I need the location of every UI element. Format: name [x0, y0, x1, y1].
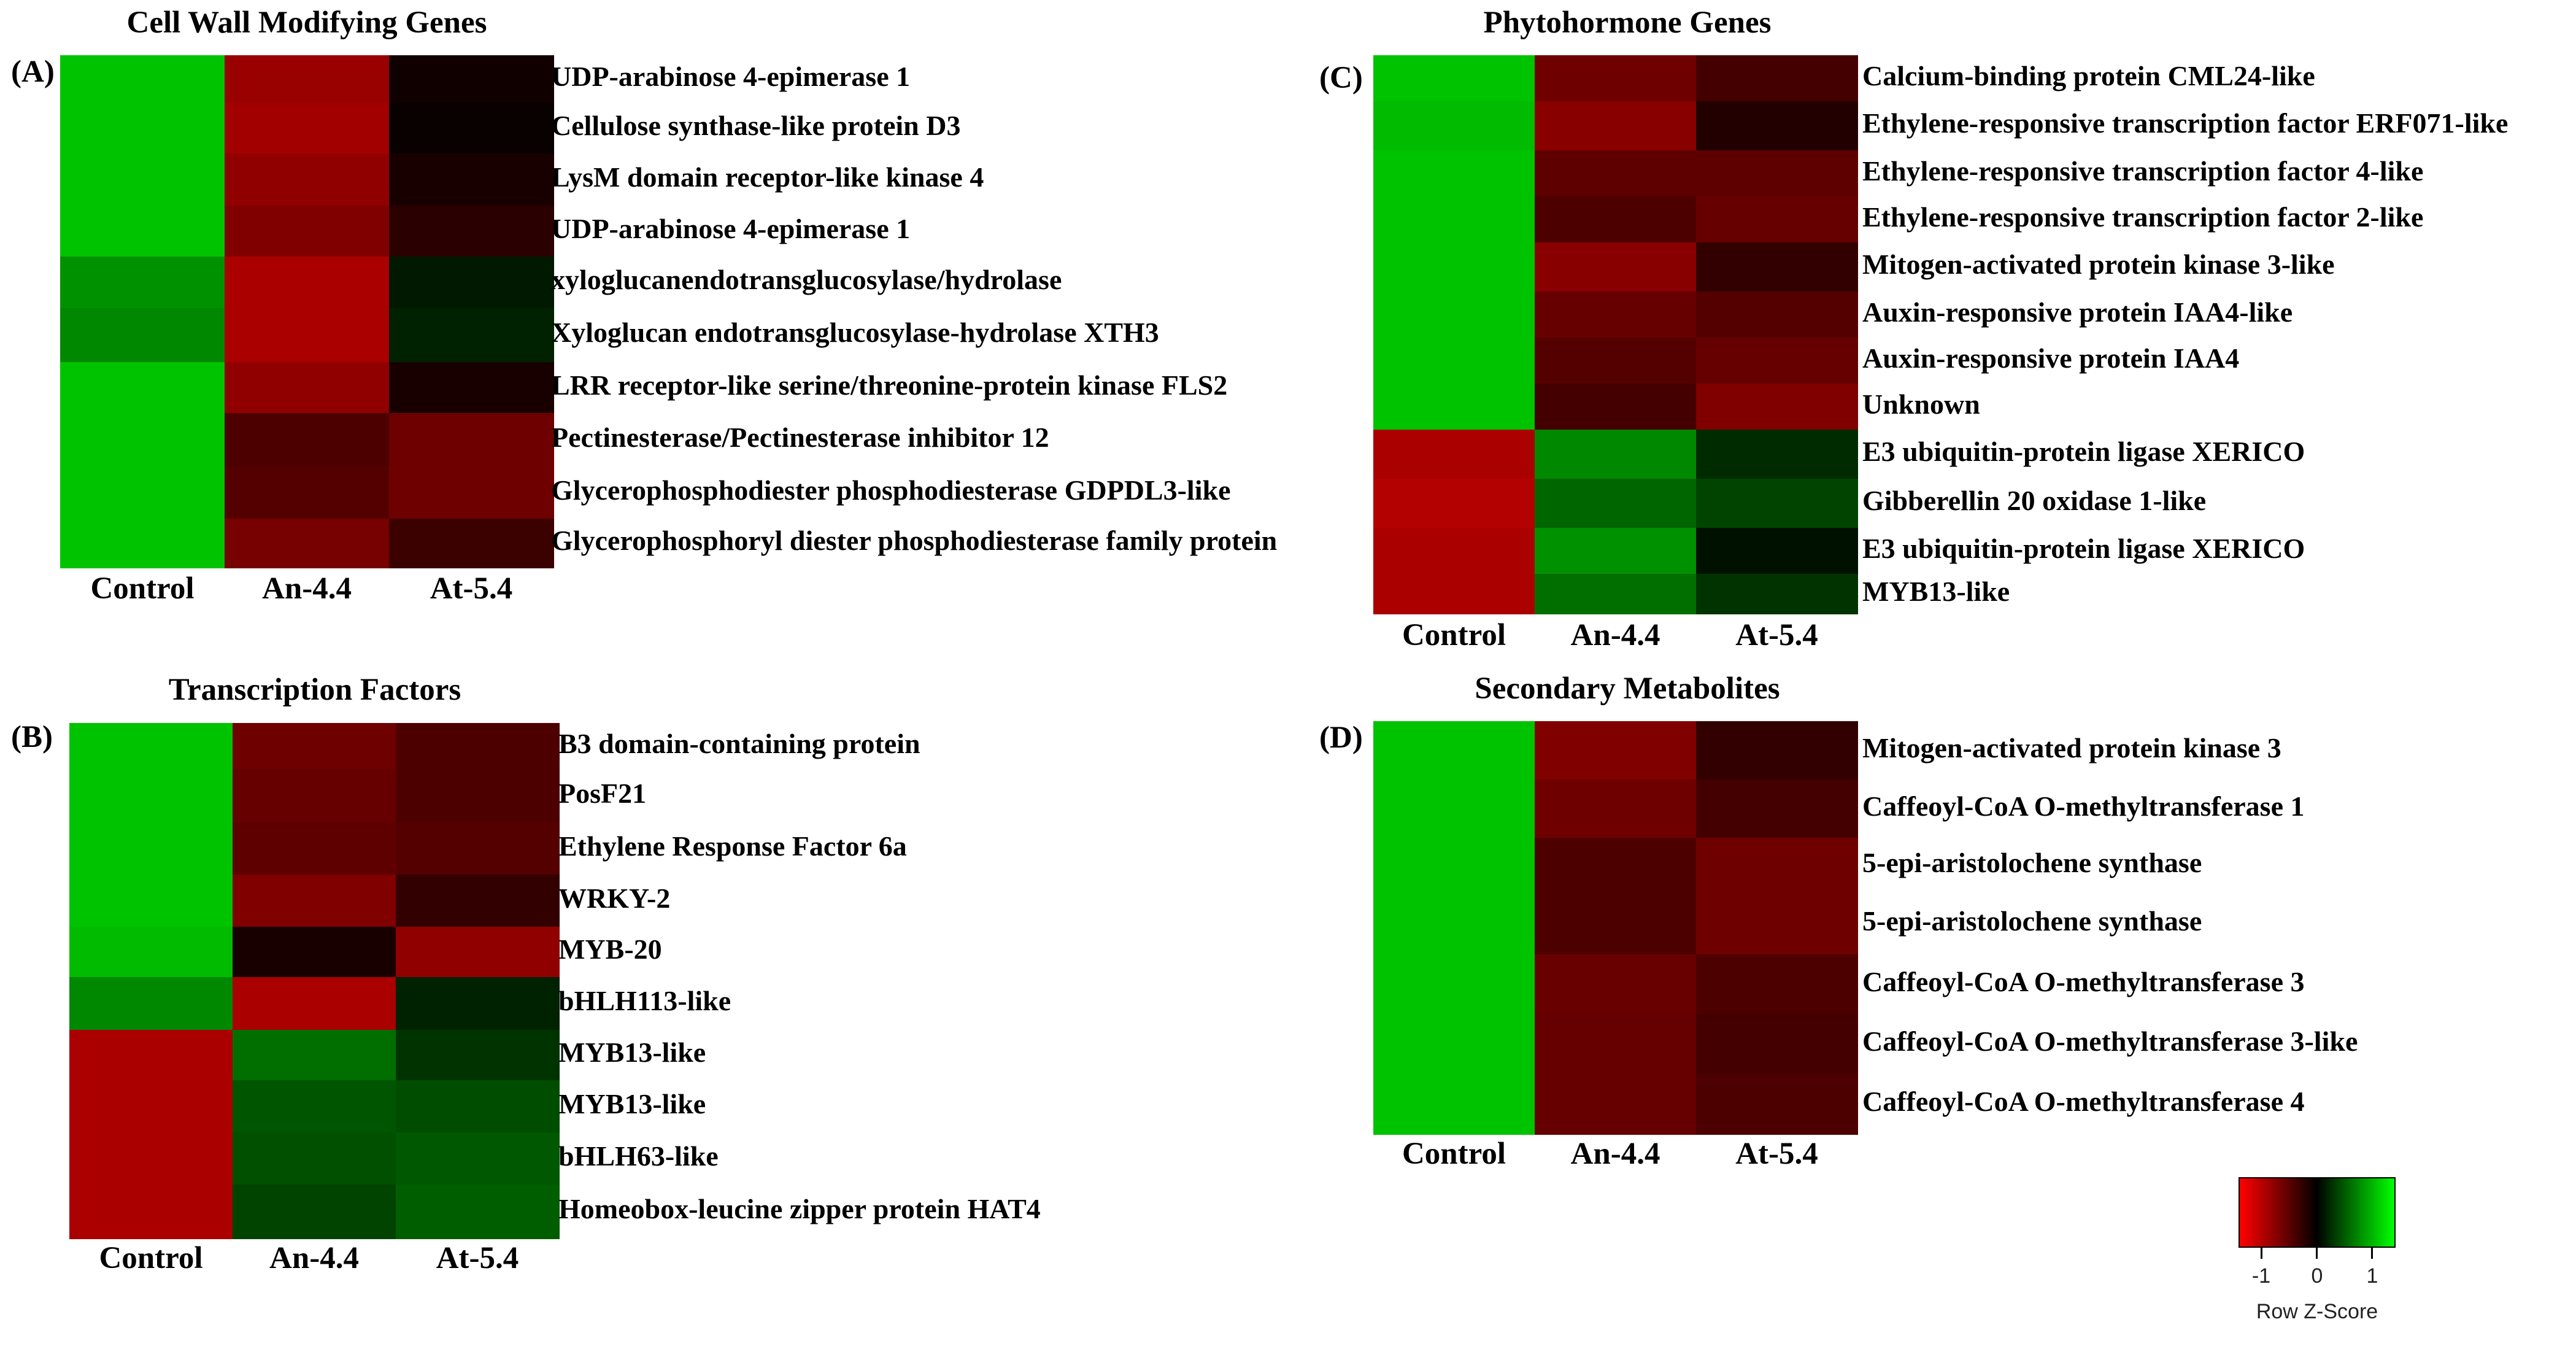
heatmap-cell — [389, 362, 554, 414]
heatmap-cell — [60, 257, 225, 309]
heatmap-cell — [1535, 528, 1697, 574]
heatmap-cell — [225, 308, 390, 363]
heatmap-cell — [225, 466, 390, 519]
heatmap-cell — [233, 822, 396, 875]
gene-label: Glycerophosphoryl diester phosphodiesterase family protein — [551, 525, 1278, 556]
heatmap-cell — [233, 977, 396, 1030]
gene-label: 5-epi-aristolochene synthase — [1862, 905, 2202, 937]
heatmap-cell — [69, 822, 233, 875]
gene-label: UDP-arabinose 4-epimerase 1 — [551, 212, 911, 244]
gene-label: WRKY-2 — [558, 882, 671, 914]
heatmap-cell — [60, 153, 225, 206]
heatmap-cell — [1373, 528, 1535, 574]
gene-label: Caffeoyl-CoA O-methyltransferase 4 — [1862, 1086, 2305, 1117]
heatmap-cell — [1373, 196, 1535, 243]
gene-label: Ethylene-responsive transcription factor ERF071-like — [1862, 107, 2509, 139]
panel-title: Transcription Factors — [168, 673, 461, 707]
heatmap-cell — [389, 308, 554, 363]
heatmap-cell — [60, 206, 225, 257]
heatmap-cell — [1373, 954, 1535, 1015]
gene-label: UDP-arabinose 4-epimerase 1 — [551, 61, 911, 92]
heatmap-cell — [1373, 430, 1535, 479]
heatmap-cell — [1535, 384, 1697, 430]
color-key-tick — [2316, 1248, 2318, 1259]
heatmap-cell — [396, 822, 560, 875]
heatmap-cell — [233, 875, 396, 927]
heatmap-cell — [225, 413, 390, 467]
gene-label: Caffeoyl-CoA O-methyltransferase 1 — [1862, 790, 2305, 822]
heatmap-cell — [1696, 430, 1858, 479]
gene-label: Cellulose synthase-like protein D3 — [551, 110, 961, 141]
gene-label: Pectinesterase/Pectinesterase inhibitor 12 — [551, 421, 1049, 453]
heatmap-cell — [1535, 721, 1697, 780]
heatmap-cell — [233, 723, 396, 770]
heatmap-cell — [1696, 101, 1858, 151]
heatmap-cell — [60, 55, 225, 104]
heatmap-cell — [1696, 242, 1858, 292]
heatmap-cell — [60, 466, 225, 519]
heatmap-cell — [1373, 242, 1535, 292]
heatmap-cell — [1535, 338, 1697, 384]
gene-label: bHLH63-like — [558, 1140, 719, 1172]
heatmap-cell — [69, 1030, 233, 1081]
heatmap-cell — [60, 519, 225, 568]
column-label: An-4.4 — [1570, 618, 1660, 652]
heatmap-cell — [1535, 1074, 1697, 1135]
column-label: An-4.4 — [269, 1241, 359, 1275]
heatmap-cell — [1373, 479, 1535, 528]
heatmap-cell — [233, 1185, 396, 1239]
heatmap-cell — [396, 1132, 560, 1185]
column-label: At-5.4 — [1735, 1137, 1818, 1171]
heatmap-cell — [1535, 893, 1697, 955]
column-label: At-5.4 — [430, 571, 513, 606]
gene-label: bHLH113-like — [558, 985, 731, 1016]
column-label: An-4.4 — [262, 571, 352, 606]
heatmap-cell — [69, 1080, 233, 1133]
heatmap-cell — [396, 769, 560, 823]
heatmap-cell — [1696, 338, 1858, 384]
heatmap-cell — [1535, 55, 1697, 102]
heatmap-cell — [389, 519, 554, 568]
column-label: Control — [99, 1241, 203, 1275]
heatmap-cell — [233, 927, 396, 978]
gene-label: Caffeoyl-CoA O-methyltransferase 3 — [1862, 965, 2305, 997]
heatmap-cell — [1535, 1014, 1697, 1075]
gene-label: E3 ubiquitin-protein ligase XERICO — [1862, 532, 2305, 564]
heatmap-cell — [1373, 721, 1535, 780]
heatmap-cell — [1373, 893, 1535, 955]
column-label: Control — [1402, 1137, 1506, 1171]
heatmap-cell — [389, 153, 554, 206]
color-key-title: Row Z-Score — [2256, 1300, 2378, 1323]
heatmap-cell — [1535, 150, 1697, 197]
heatmap-cell — [1696, 893, 1858, 955]
panel-title: Secondary Metabolites — [1475, 671, 1780, 706]
heatmap-cell — [1696, 574, 1858, 614]
heatmap-cell — [233, 1080, 396, 1133]
heatmap-cell — [1373, 338, 1535, 384]
heatmap-cell — [225, 206, 390, 257]
gene-label: MYB13-like — [558, 1037, 706, 1068]
heatmap-cell — [389, 55, 554, 104]
heatmap-cell — [1373, 292, 1535, 338]
heatmap-cell — [1535, 779, 1697, 838]
panel-label: (C) — [1319, 61, 1363, 95]
gene-label: Ethylene Response Factor 6a — [558, 830, 907, 862]
panel-label: (D) — [1319, 721, 1363, 755]
column-label: Control — [90, 571, 195, 606]
gene-label: MYB13-like — [1862, 575, 2010, 607]
heatmap-cell — [1535, 479, 1697, 528]
column-label: Control — [1402, 618, 1506, 652]
panel-title: Phytohormone Genes — [1483, 6, 1772, 40]
panel-title: Cell Wall Modifying Genes — [126, 6, 487, 40]
heatmap-cell — [1696, 55, 1858, 102]
heatmap-cell — [69, 977, 233, 1030]
color-key-tick-label: -1 — [2251, 1264, 2271, 1288]
heatmap-cell — [69, 769, 233, 823]
heatmap-cell — [389, 257, 554, 309]
heatmap-cell — [396, 977, 560, 1030]
heatmap-cell — [60, 362, 225, 414]
gene-label: Caffeoyl-CoA O-methyltransferase 3-like — [1862, 1026, 2358, 1057]
color-key-tick — [2371, 1248, 2373, 1259]
gene-label: MYB13-like — [558, 1088, 706, 1119]
heatmap-cell — [1535, 292, 1697, 338]
color-key-tick-label: 1 — [2366, 1264, 2378, 1288]
heatmap-cell — [69, 1185, 233, 1239]
gene-label: Xyloglucan endotransglucosylase-hydrolase XTH3 — [551, 317, 1159, 348]
heatmap-cell — [396, 927, 560, 978]
gene-label: Auxin-responsive protein IAA4-like — [1862, 296, 2293, 328]
gene-label: Gibberellin 20 oxidase 1-like — [1862, 485, 2207, 516]
heatmap-cell — [389, 466, 554, 519]
heatmap-cell — [1696, 838, 1858, 894]
heatmap-cell — [1696, 721, 1858, 780]
gene-label: LysM domain receptor-like kinase 4 — [551, 161, 984, 193]
column-label: At-5.4 — [1735, 618, 1818, 652]
gene-label: E3 ubiquitin-protein ligase XERICO — [1862, 436, 2305, 467]
heatmap-cell — [69, 875, 233, 927]
gene-label: PosF21 — [558, 777, 647, 809]
gene-label: Mitogen-activated protein kinase 3 — [1862, 732, 2281, 764]
heatmap-cell — [1696, 479, 1858, 528]
gene-label: B3 domain-containing protein — [558, 727, 920, 759]
heatmap-cell — [1535, 101, 1697, 151]
heatmap-cell — [1696, 384, 1858, 430]
heatmap-cell — [69, 1132, 233, 1185]
heatmap-cell — [1373, 838, 1535, 894]
heatmap-cell — [1373, 55, 1535, 102]
heatmap-cell — [1535, 574, 1697, 614]
heatmap-cell — [396, 1080, 560, 1133]
heatmap-cell — [389, 206, 554, 257]
gene-label: Auxin-responsive protein IAA4 — [1862, 342, 2240, 374]
heatmap-cell — [1696, 954, 1858, 1015]
heatmap-cell — [396, 1185, 560, 1239]
color-key-tick — [2261, 1248, 2262, 1259]
heatmap-cell — [1373, 384, 1535, 430]
gene-label: LRR receptor-like serine/threonine-protein kinase FLS2 — [551, 369, 1228, 401]
gene-label: Homeobox-leucine zipper protein HAT4 — [558, 1193, 1041, 1224]
color-key — [2239, 1177, 2396, 1337]
heatmap-cell — [225, 153, 390, 206]
gene-label: Mitogen-activated protein kinase 3-like — [1862, 249, 2335, 280]
heatmap-cell — [233, 769, 396, 823]
heatmap-cell — [1696, 292, 1858, 338]
heatmap-cell — [1373, 101, 1535, 151]
heatmap-cell — [225, 257, 390, 309]
heatmap-cell — [233, 1132, 396, 1185]
heatmap-cell — [225, 519, 390, 568]
gene-label: Ethylene-responsive transcription factor 2-like — [1862, 201, 2424, 233]
heatmap-cell — [60, 413, 225, 467]
heatmap-cell — [225, 362, 390, 414]
color-key-tick-label: 0 — [2311, 1264, 2323, 1288]
heatmap-cell — [1535, 838, 1697, 894]
panel-label: (A) — [11, 55, 55, 89]
gene-label: xyloglucanendotransglucosylase/hydrolase — [551, 264, 1062, 295]
column-label: At-5.4 — [436, 1241, 519, 1275]
heatmap-cell — [69, 927, 233, 978]
heatmap-cell — [1535, 954, 1697, 1015]
heatmap-cell — [1535, 196, 1697, 243]
heatmap-cell — [1535, 242, 1697, 292]
heatmap-cell — [1373, 574, 1535, 614]
heatmap-cell — [60, 308, 225, 363]
heatmap-cell — [1535, 430, 1697, 479]
panel-label: (B) — [11, 720, 53, 754]
gene-label: Glycerophosphodiester phosphodiesterase GDPDL3-like — [551, 474, 1231, 506]
heatmap-cell — [396, 875, 560, 927]
heatmap-cell — [1696, 779, 1858, 838]
heatmap-cell — [1373, 150, 1535, 197]
heatmap-cell — [225, 103, 390, 154]
heatmap-cell — [225, 55, 390, 104]
heatmap-cell — [1696, 1074, 1858, 1135]
heatmap-cell — [1696, 196, 1858, 243]
heatmap-cell — [1696, 1014, 1858, 1075]
heatmap-cell — [1373, 1014, 1535, 1075]
heatmap-cell — [1696, 528, 1858, 574]
heatmap-cell — [69, 723, 233, 770]
heatmap-cell — [396, 1030, 560, 1081]
heatmap-cell — [1373, 779, 1535, 838]
gene-label: Ethylene-responsive transcription factor 4-like — [1862, 155, 2424, 187]
heatmap-cell — [1373, 1074, 1535, 1135]
gene-label: MYB-20 — [558, 934, 662, 965]
color-key-gradient — [2239, 1177, 2396, 1248]
gene-label: Calcium-binding protein CML24-like — [1862, 60, 2315, 91]
heatmap-cell — [233, 1030, 396, 1081]
heatmap-cell — [60, 103, 225, 154]
column-label: An-4.4 — [1570, 1137, 1660, 1171]
heatmap-cell — [396, 723, 560, 770]
heatmap-cell — [389, 413, 554, 467]
gene-label: 5-epi-aristolochene synthase — [1862, 847, 2202, 878]
heatmap-cell — [389, 103, 554, 154]
gene-label: Unknown — [1862, 388, 1980, 420]
heatmap-cell — [1696, 150, 1858, 197]
